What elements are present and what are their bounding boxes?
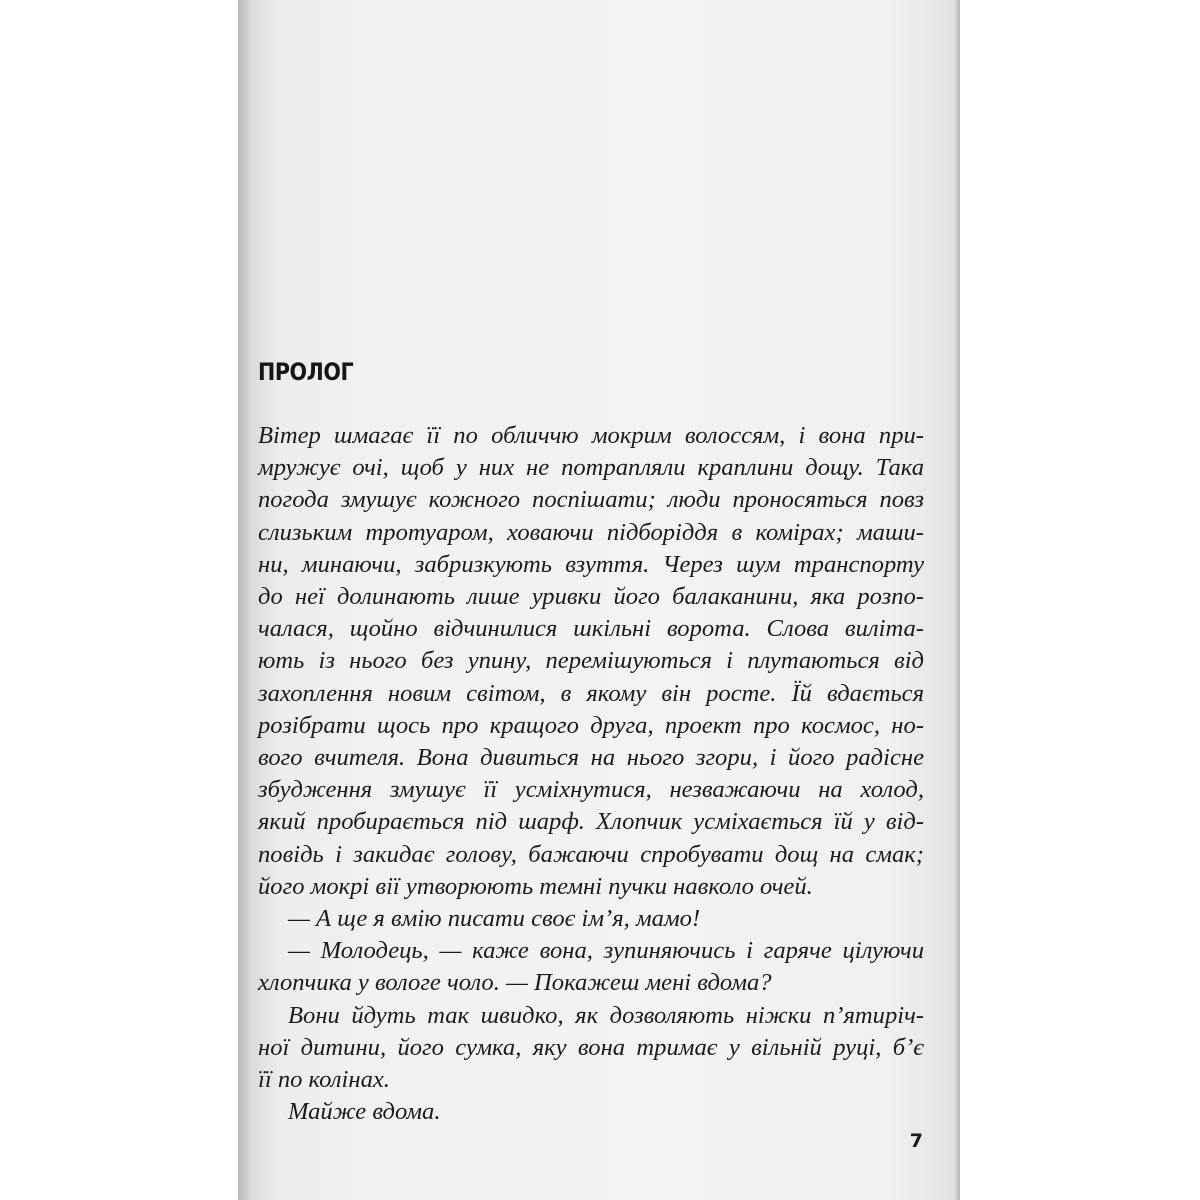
text-line: збудження змушує її усміхнутися, незважаючи на холод,	[258, 776, 924, 804]
text-line: мружує очі, щоб у них не потрапляли краплини дощу. Така	[258, 454, 924, 482]
text-line: погода змушує кожного поспішати; люди проносяться повз	[258, 486, 924, 514]
text-line: його мокрі вії утворюють темні пучки навколо очей.	[258, 872, 813, 900]
text-line: Вони йдуть так швидко, як дозволяють ніжки п’ятиріч-	[288, 1001, 924, 1029]
chapter-heading: ПРОЛОГ	[258, 358, 354, 386]
text-line: ної дитини, його сумка, яку вона тримає у вільній руці, б’є	[258, 1033, 924, 1061]
body-text	[258, 420, 924, 1128]
text-line: який пробирається під шарф. Хлопчик усміхається їй у від-	[258, 808, 924, 836]
text-line: захоплення новим світом, в якому він росте. Їй вдається	[258, 679, 924, 707]
dialogue-line: — А ще я вмію писати своє ім’я, мамо!	[288, 905, 701, 933]
text-line: Вітер шмагає її по обличчю мокрим волоссям, і вона при-	[258, 422, 924, 449]
dialogue-line: — Молодець, — каже вона, зупиняючись і гаряче цілуючи	[288, 937, 924, 965]
text-line: ни, минаючи, забризкують взуття. Через шум транспорту	[258, 550, 924, 578]
book-page	[238, 0, 960, 1200]
text-line: розібрати щось про кращого друга, проект про космос, но-	[258, 711, 924, 739]
text-line: до неї долинають лише уривки його балаканини, яка розпо-	[258, 583, 924, 611]
dialogue-line: хлопчика у вологе чоло. — Покажеш мені вдома?	[258, 969, 772, 997]
text-line: слизьким тротуаром, ховаючи підборіддя в комірах; маши-	[258, 518, 924, 546]
text-line: ють із нього без упину, перемішуються і плутаються від	[258, 647, 924, 675]
text-line: чалася, щойно відчинилися шкільні ворота. Слова виліта-	[258, 615, 924, 643]
text-line: повідь і закидає голову, бажаючи спробувати дощ на смак;	[258, 840, 924, 868]
text-line: вого вчителя. Вона дивиться на нього згори, і його радісне	[258, 744, 924, 772]
text-line: Майже вдома.	[288, 1098, 441, 1126]
text-line: її по колінах.	[258, 1066, 390, 1094]
page-number: 7	[909, 1130, 923, 1152]
